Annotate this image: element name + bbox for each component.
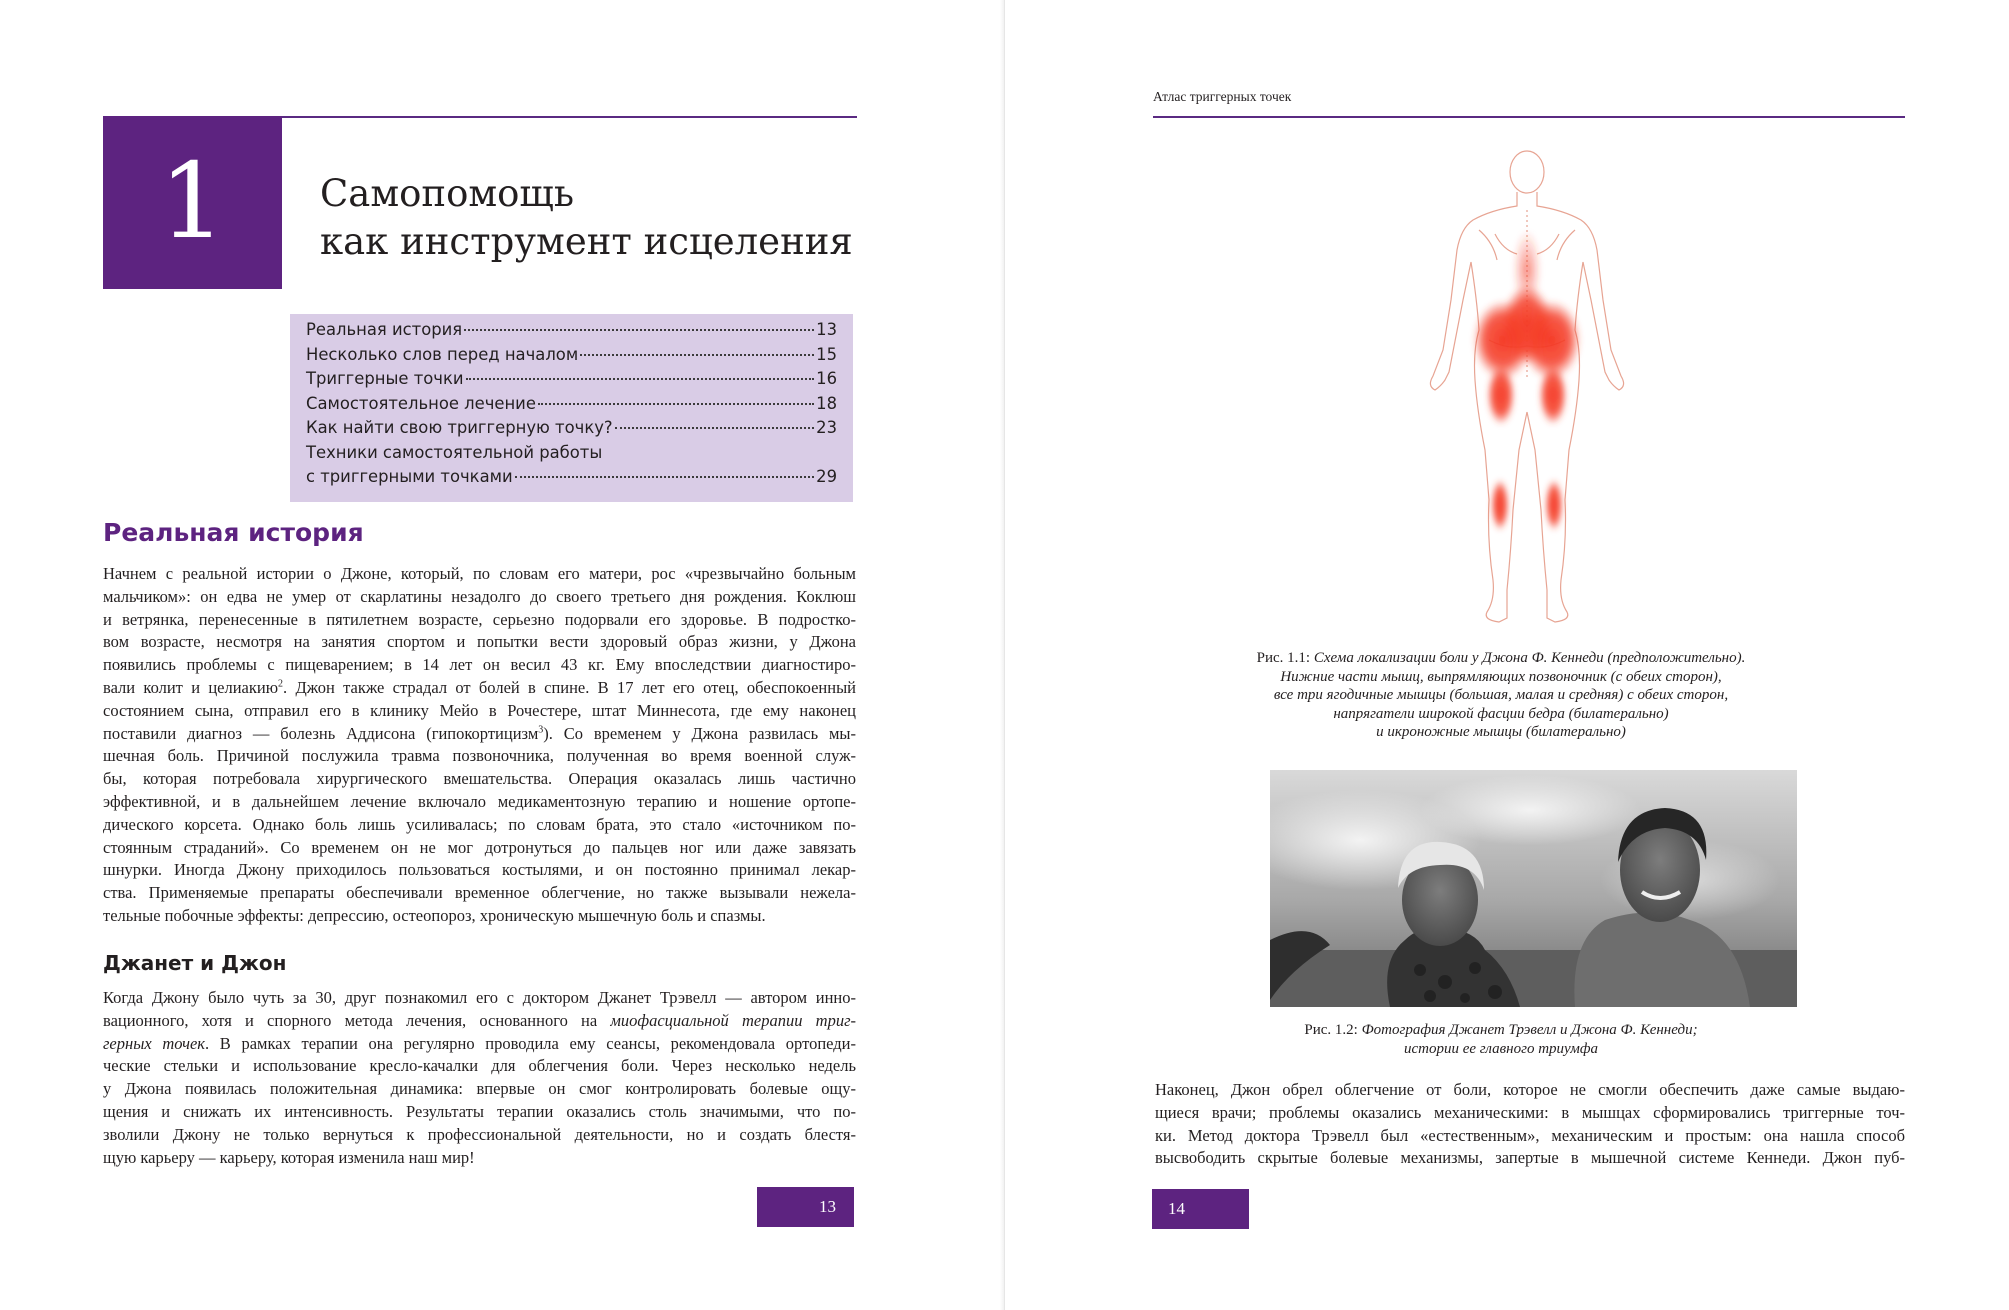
- toc-item-page: 29: [816, 467, 837, 486]
- toc-item-label: Несколько слов перед началом: [306, 344, 579, 364]
- body-paragraph-3: [1155, 1079, 1905, 1170]
- text-line: бы, которая потребовала хирургического вмешательства. Операция оказалась лишь частично: [103, 769, 856, 789]
- toc-item-page: 15: [816, 344, 837, 364]
- footnote-marker[interactable]: 2: [278, 678, 284, 690]
- toc-item-label: с триггерными точками: [306, 467, 513, 486]
- text-line: ческие стельки и использование кресло-качалки для облегчения боли. Через несколько недель: [103, 1056, 856, 1076]
- text-line: щую карьеру — карьеру, которая изменила наш мир!: [103, 1147, 475, 1167]
- text-line: состоянием сына, отправил его в клинику Мейо в Рочестере, штат Миннесота, где ему наконец: [103, 700, 856, 720]
- caption-line: истории ее главного триумфа: [1403, 1040, 1599, 1057]
- toc-item-page: 13: [816, 320, 837, 339]
- toc-item-page: 16: [816, 369, 837, 388]
- toc-item[interactable]: [306, 467, 837, 492]
- right-page: [1004, 0, 2009, 1310]
- text-line: ства. Применяемые препараты обеспечивали временное облегчение, но также вызывали нежела-: [103, 883, 856, 903]
- italic-term: миофасциальной терапии триг-: [610, 1010, 856, 1030]
- header-rule: [1153, 116, 1905, 118]
- figure-1-caption: [1201, 649, 1801, 742]
- caption-line: все три ягодичные мышцы (большая, малая и средняя) с обеих сторон,: [1273, 687, 1729, 703]
- chapter-title-line1: Самопомощь: [320, 172, 574, 215]
- text-line: и ветрянка, перенесенные в пятилетнем возрасте, серьезно подорвали его здоровье. В подростко-: [103, 609, 856, 629]
- text-line: стоянным страданий». Со временем он не мог дотронуться до пальцев ног или даже завязать: [103, 837, 856, 857]
- toc-leader: [515, 476, 814, 478]
- text-line: у Джона появилась положительная динамика: впервые он смог контролировать болевые ощу-: [103, 1079, 856, 1099]
- text-line: [103, 1033, 856, 1056]
- toc-item[interactable]: [306, 320, 837, 345]
- toc-leader: [464, 329, 814, 331]
- toc-item-label-line1[interactable]: Техники самостоятельной работы: [306, 442, 603, 462]
- section-heading: Реальная история: [103, 518, 364, 547]
- text-run: вали колит и целиакию: [103, 677, 279, 697]
- text-run: вационного, хотя и спорного метода лечения, основанного на: [103, 1010, 611, 1030]
- caption-line: [1201, 649, 1801, 668]
- text-line: [103, 1010, 856, 1033]
- toc-item-label: Самостоятельное лечение: [306, 393, 536, 413]
- footnote-marker[interactable]: 3: [538, 724, 544, 736]
- text-run: . Джон также страдал от болей в спине. В 17 лет его отец, обеспокоенный: [283, 677, 857, 697]
- text-line: [103, 723, 856, 746]
- running-head: Атлас триггерных точек: [1153, 89, 1292, 104]
- toc-item-label: Триггерные точки: [306, 369, 464, 388]
- toc-item[interactable]: [306, 394, 837, 419]
- chapter-number-box: [103, 116, 282, 289]
- text-line: эффективной, и в дальнейшем лечение включало медикаментозную терапию и ношение ортопе-: [103, 791, 856, 811]
- text-line: Наконец, Джон обрел облегчение от боли, которое не смогли обеспечить даже самые выдаю-: [1155, 1080, 1905, 1099]
- text-line: появились проблемы с пищеварением; в 14 лет он весил 43 кг. Ему впоследствии диагностиро-: [103, 655, 856, 675]
- table-of-contents: [290, 314, 853, 502]
- caption-line: [1251, 1021, 1751, 1040]
- photo-travell-kennedy: [1270, 770, 1797, 1007]
- text-line: щения и снижать их интенсивность. Результаты терапии оказались столь значимыми, что по-: [103, 1101, 856, 1121]
- text-run: поставили диагноз — болезнь Аддисона (гипокортицизм: [103, 723, 539, 743]
- text-line: Когда Джону было чуть за 30, друг познакомил его с доктором Джанет Трэвелл — автором инно-: [103, 988, 856, 1007]
- page-number: 14: [1152, 1189, 1249, 1229]
- text-line: дического корсета. Однако боль лишь усиливалась; по словам брата, это стало «источником по-: [103, 814, 856, 834]
- caption-line: и икроножные мышцы (билатерально): [1376, 724, 1626, 740]
- toc-leader: [538, 403, 814, 405]
- text-line: ки. Метод доктора Трэвелл был «естественным», механическим и простым: она нашла способ: [1155, 1125, 1905, 1145]
- pain-pattern-body-figure: [1407, 150, 1647, 635]
- caption-text: Фотография Джанет Трэвелл и Джона Ф. Кеннеди;: [1361, 1022, 1698, 1038]
- chapter-number: 1: [159, 139, 226, 262]
- subsection-heading: Джанет и Джон: [103, 951, 287, 975]
- figure-2-caption: [1251, 1021, 1751, 1058]
- toc-item[interactable]: [306, 418, 837, 443]
- text-line: щиеся врачи; проблемы оказались механическими: в мышцах сформировались триггерные точ-: [1155, 1102, 1905, 1122]
- chapter-title-line2: как инструмент исцеления: [320, 220, 853, 263]
- toc-item-page: 18: [816, 393, 837, 413]
- left-page: [0, 0, 1004, 1310]
- italic-term: герных точек: [103, 1033, 206, 1053]
- caption-text: Схема локализации боли у Джона Ф. Кеннеди (предположительно).: [1313, 650, 1746, 666]
- text-run: . В рамках терапии она регулярно проводила ему сеансы, рекомендовала ортопеди-: [205, 1033, 856, 1053]
- text-line: зволили Джону не только вернуться к профессиональной деятельности, но и создать блестя-: [103, 1124, 856, 1144]
- body-paragraph-1: [103, 563, 856, 928]
- text-line: [103, 677, 856, 700]
- caption-label: Рис. 1.1:: [1256, 650, 1311, 666]
- toc-leader: [580, 354, 814, 356]
- text-line: высвободить скрытые болевые механизмы, запертые в мышечной системе Кеннеди. Джон пуб-: [1155, 1148, 1905, 1168]
- chapter-title: [320, 170, 860, 266]
- page-number: 13: [757, 1187, 854, 1227]
- text-line: мальчиком»: он едва не умер от скарлатины незадолго до своего третьего дня рождения. Коклюш: [103, 586, 856, 606]
- caption-line: напрягатели широкой фасции бедра (билатерально): [1333, 705, 1669, 722]
- toc-item-page: 23: [816, 418, 837, 437]
- toc-leader: [615, 427, 815, 429]
- text-run: ). Со временем у Джона развилась мы-: [543, 723, 857, 743]
- toc-item[interactable]: [306, 369, 837, 394]
- text-line: вом возрасте, несмотря на занятия спортом и попытки вести здоровый образ жизни, у Джона: [103, 632, 856, 652]
- toc-item-label: Как найти свою триггерную точку?: [306, 418, 613, 437]
- text-line: Начнем с реальной истории о Джоне, который, по словам его матери, рос «чрезвычайно больным: [103, 564, 856, 583]
- toc-item-label: Реальная история: [306, 320, 463, 339]
- pain-zones: [1473, 230, 1581, 531]
- text-line: шечная боль. Причиной послужила травма позвоночника, полученная во время военной служ-: [103, 746, 856, 766]
- toc-item[interactable]: [306, 345, 837, 370]
- caption-label: Рис. 1.2:: [1304, 1022, 1358, 1038]
- body-paragraph-2: [103, 987, 856, 1169]
- text-line: тельные побочные эффекты: депрессию, остеопороз, хроническую мышечную боль и спазмы.: [103, 905, 766, 925]
- body-outline: [1430, 151, 1623, 622]
- text-line: шнурки. Иногда Джону приходилось пользоваться костылями, и он постоянно принимал лекар-: [103, 860, 856, 880]
- caption-line: Нижние части мышц, выпрямляющих позвоночник (с обеих сторон),: [1280, 668, 1722, 685]
- header-rule: [282, 116, 857, 118]
- toc-leader: [466, 378, 815, 380]
